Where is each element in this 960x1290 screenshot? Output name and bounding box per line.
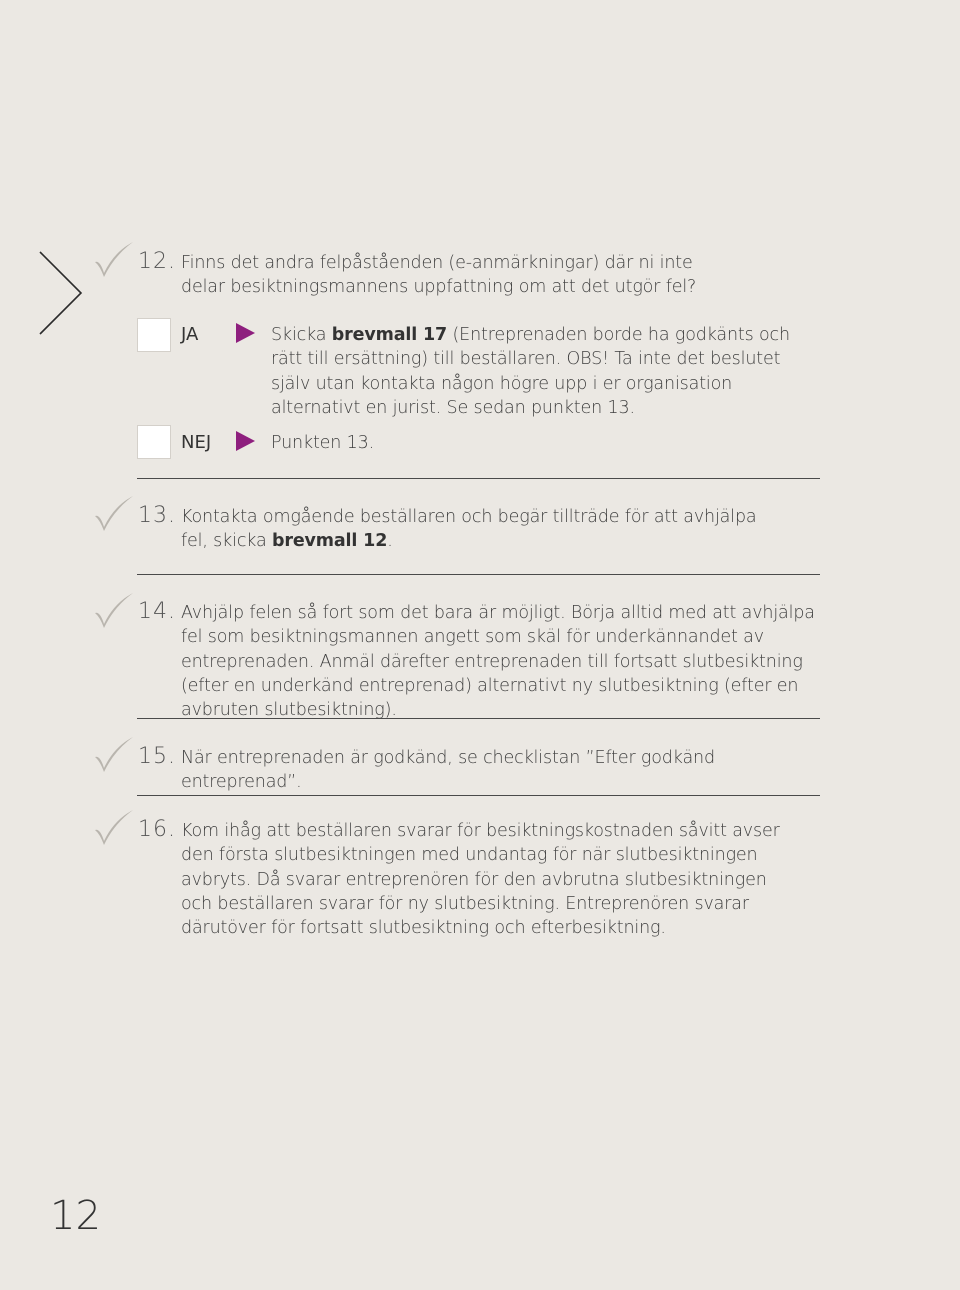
page-number: 12 bbox=[50, 1193, 101, 1239]
item-text: Kontakta omgående beställaren och begär tillträde för att avhjälpa fel, skicka brevmall 12. bbox=[181, 507, 757, 552]
chevron-right-icon bbox=[38, 250, 84, 336]
checkmark-icon bbox=[92, 494, 134, 532]
item-text: Kom ihåg att beställaren svarar för besiktningskostnaden såvitt avser den första slutbesiktningen med undantag för när slutbesiktningen avbryts. Då svarar entreprenören för den avbrutna slutbesiktningen och beställaren svarar för ny slutbesiktning. Entreprenören svarar därutöver för fortsatt slutbesiktning och efterbesiktning. bbox=[181, 821, 780, 939]
item-text: Finns det andra felpåståenden (e-anmärkningar) där ni inte delar besiktningsmannens uppfattning om att det utgör fel? bbox=[181, 253, 697, 298]
brevmall-12: brevmall 12 bbox=[271, 531, 388, 552]
divider bbox=[137, 718, 820, 719]
checkmark-icon bbox=[92, 591, 134, 629]
divider bbox=[137, 574, 820, 575]
item-number: 12. bbox=[138, 249, 176, 274]
checkmark-icon bbox=[92, 240, 134, 278]
checkmark-icon bbox=[92, 808, 134, 846]
checkmark-icon bbox=[92, 735, 134, 773]
ja-label: JA bbox=[181, 324, 199, 345]
item-number: 16. bbox=[138, 817, 176, 842]
nej-checkbox[interactable] bbox=[137, 425, 171, 459]
triangle-right-icon bbox=[236, 431, 255, 451]
brevmall-17: brevmall 17 bbox=[331, 325, 448, 345]
divider bbox=[137, 795, 820, 796]
ja-option-text: Skicka brevmall 17 (Entreprenaden borde ha godkänts och rätt till ersättning) till beställaren. OBS! Ta inte det beslutet själv utan kontakta någon högre upp i er organisation alternativt en jurist. Se sedan punkten 13. bbox=[271, 325, 790, 418]
item-number: 13. bbox=[138, 503, 176, 528]
item-number: 14. bbox=[138, 599, 176, 624]
item-text: Avhjälp felen så fort som det bara är möjligt. Börja alltid med att avhjälpa fel som besiktningsmannen angett som skäl för underkännandet av entreprenaden. Anmäl därefter entreprenaden till fortsatt slutbesiktning (efter en underkänd entreprenad) alternativt ny slutbesiktning (efter en avbruten slutbesiktning). bbox=[181, 603, 815, 721]
triangle-right-icon bbox=[236, 323, 255, 343]
ja-checkbox[interactable] bbox=[137, 318, 171, 352]
divider bbox=[137, 478, 820, 479]
nej-option-text: Punkten 13. bbox=[271, 433, 375, 453]
nej-label: NEJ bbox=[181, 432, 212, 453]
item-text: När entreprenaden är godkänd, se checklistan ”Efter godkänd entreprenad”. bbox=[181, 748, 715, 793]
item-number: 15. bbox=[138, 744, 176, 769]
